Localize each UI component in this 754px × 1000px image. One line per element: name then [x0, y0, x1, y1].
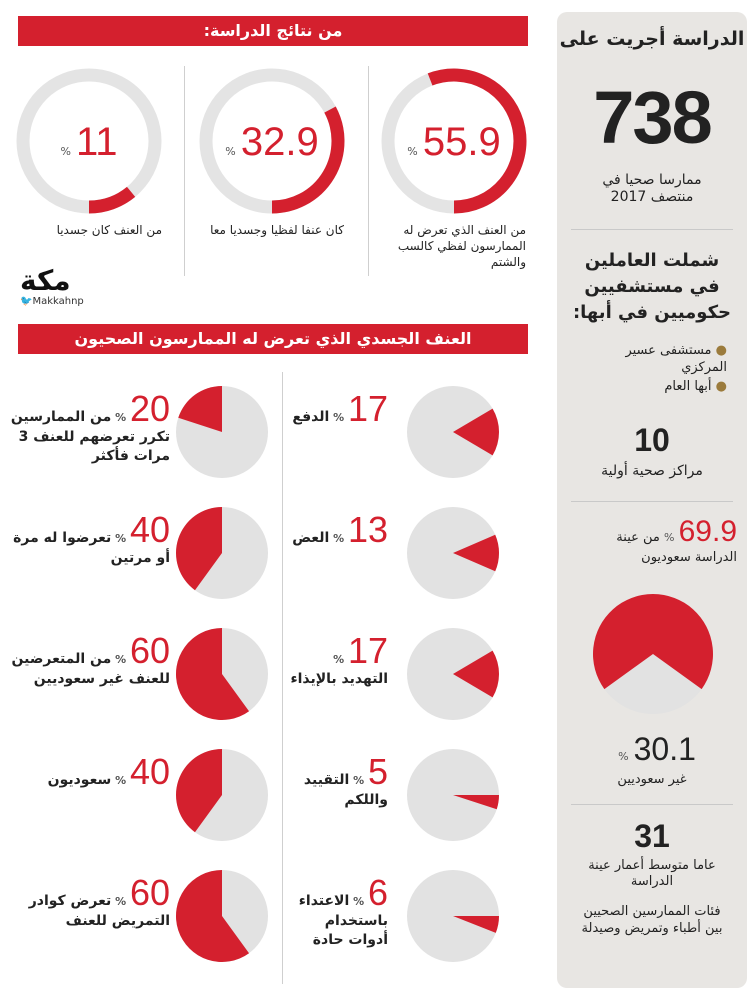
- violence-pct: 17: [347, 388, 388, 429]
- violence-label: [10, 874, 170, 931]
- violence-label: [10, 390, 170, 466]
- age-label-2: الدراسة: [630, 874, 674, 889]
- violence-pie: [405, 626, 501, 722]
- ring-caption-physical: من العنف كان جسديا: [56, 223, 162, 237]
- bullet-icon: ●: [715, 379, 727, 394]
- violence-pie: [174, 868, 270, 964]
- ring-value: % 11: [60, 120, 118, 164]
- makkah-logo: [20, 266, 100, 308]
- saudi-stat: [577, 517, 737, 577]
- saudi-label-1: من عينة: [616, 530, 660, 545]
- ring-value-verbal-physical: 32.9: [240, 120, 319, 164]
- ring-value-physical: 11: [76, 120, 118, 164]
- percent-sign: %: [111, 532, 130, 545]
- violence-caption: من المتعرضين للعنف غير سعوديين: [11, 651, 170, 687]
- violence-pct: 20: [129, 388, 170, 429]
- centers-label: مراكز صحية أولية: [601, 463, 703, 479]
- categories-label-1: فئات الممارسين الصحيين: [583, 904, 721, 919]
- violence-pct: 13: [347, 509, 388, 550]
- percent-sign: %: [111, 411, 130, 424]
- violence-pie: [174, 505, 270, 601]
- violence-label: [10, 753, 170, 791]
- violence-label: [10, 632, 170, 689]
- violence-caption: من الممارسين تكرر تعرضهم للعنف 3 مرات فأكثر: [10, 409, 170, 464]
- ring-value: % 55.9: [407, 120, 501, 164]
- hospitals-heading-3: حكوميين في أبها:: [572, 302, 732, 323]
- percent-sign: %: [329, 532, 348, 545]
- percent-sign: %: [664, 531, 675, 544]
- saudi-label-2: الدراسة سعوديون: [641, 550, 737, 565]
- ring-value: % 32.9: [225, 120, 319, 164]
- saudi-pct: 69.9: [678, 515, 737, 548]
- violence-caption: تعرضوا له مرة أو مرتين: [13, 530, 170, 566]
- violence-caption: الدفع: [292, 409, 330, 425]
- divider: [571, 501, 733, 502]
- ring-caption-verbal-physical: كان عنفا لفظيا وجسديا معا: [210, 223, 344, 237]
- bullet-icon: ●: [715, 343, 727, 358]
- divider: [184, 66, 185, 276]
- hospital-item: ● مستشفى عسير المركزي: [625, 343, 727, 375]
- divider: [282, 372, 283, 984]
- violence-pie: [174, 626, 270, 722]
- total-caption-2: منتصف 2017: [610, 189, 694, 205]
- violence-pct: 40: [129, 509, 170, 550]
- violence-pie: [405, 868, 501, 964]
- hospitals-list: [597, 342, 727, 395]
- average-age: 31: [634, 818, 670, 854]
- violence-label: [288, 753, 388, 810]
- percent-sign: %: [329, 411, 348, 424]
- violence-pct: 40: [129, 751, 170, 792]
- ring-arc: [89, 192, 131, 207]
- hospitals-heading-1: شملت العاملين: [584, 250, 720, 271]
- non-saudi-pct: 30.1: [633, 731, 696, 767]
- total-practitioners: 738: [593, 76, 711, 159]
- violence-pie: [405, 747, 501, 843]
- violence-pie: [174, 747, 270, 843]
- results-banner: من نتائج الدراسة:: [18, 16, 528, 46]
- hospitals-heading-2: في مستشفيين: [584, 276, 720, 297]
- divider: [571, 804, 733, 805]
- logo-text: مكة: [20, 264, 71, 297]
- violence-pct: 60: [129, 630, 170, 671]
- categories-label-2: بين أطباء وتمريض وصيدلة: [581, 921, 723, 936]
- ring-caption-verbal: من العنف الذي تعرض له الممارسون لفظي كالسب والشتم: [397, 223, 526, 269]
- percent-sign: %: [618, 750, 629, 763]
- non-saudi-stat: [587, 732, 727, 766]
- percent-sign: %: [111, 774, 130, 787]
- divider: [571, 229, 733, 230]
- percent-sign: %: [111, 653, 130, 666]
- violence-caption: التقييد واللكم: [303, 772, 388, 808]
- percent-sign: %: [349, 895, 368, 908]
- age-label-1: عاما متوسط أعمار عينة: [588, 858, 716, 873]
- study-sidebar: [557, 12, 747, 988]
- violence-label: [288, 874, 388, 950]
- physical-violence-banner: العنف الجسدي الذي تعرض له الممارسون الصحيون: [18, 324, 528, 354]
- ring-value-verbal: 55.9: [422, 120, 501, 164]
- violence-caption: التهديد بالإيذاء: [290, 671, 388, 687]
- violence-caption: العض: [292, 530, 330, 546]
- violence-pct: 5: [367, 751, 388, 792]
- violence-pct: 17: [347, 630, 388, 671]
- logo-handle: Makkahnp: [32, 296, 84, 307]
- violence-pie: [174, 384, 270, 480]
- study-heading: الدراسة أجريت على: [559, 28, 745, 50]
- violence-label: [10, 511, 170, 568]
- twitter-icon: 🐦: [20, 296, 33, 307]
- centers-count: 10: [634, 422, 670, 458]
- violence-label: [288, 511, 388, 549]
- violence-label: [288, 390, 388, 428]
- hospital-item: ● أبها العام: [664, 379, 727, 394]
- violence-pie: [405, 384, 501, 480]
- total-caption-1: ممارسا صحيا في: [602, 172, 702, 188]
- violence-pct: 6: [367, 872, 388, 913]
- violence-pct: 60: [129, 872, 170, 913]
- nationality-pie: [591, 592, 715, 716]
- violence-caption: الاعتداء باستخدام أدوات حادة: [298, 893, 388, 948]
- non-saudi-label: غير سعوديين: [617, 772, 687, 787]
- violence-caption: سعوديون: [47, 772, 112, 788]
- percent-sign: %: [333, 653, 348, 666]
- violence-pie: [405, 505, 501, 601]
- violence-caption: تعرض كوادر التمريض للعنف: [28, 893, 170, 929]
- percent-sign: %: [111, 895, 130, 908]
- percent-sign: %: [349, 774, 368, 787]
- divider: [368, 66, 369, 276]
- violence-label: [288, 632, 388, 689]
